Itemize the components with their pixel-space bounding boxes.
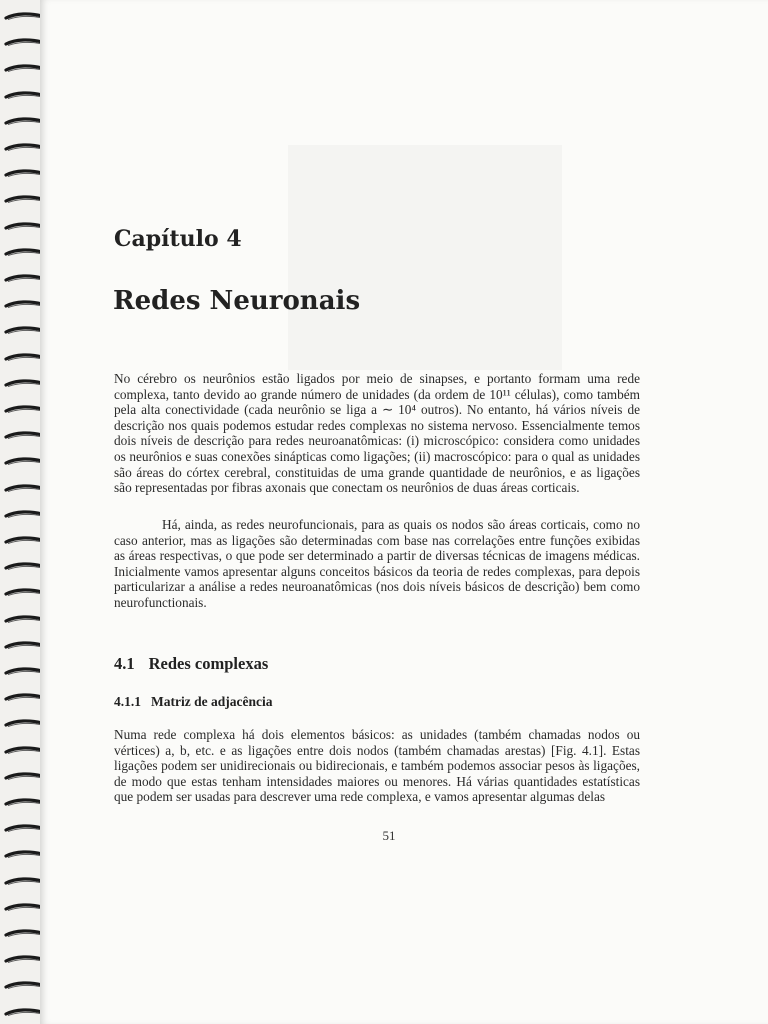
binding-coil <box>4 824 44 833</box>
binding-coil <box>4 169 44 178</box>
binding-coil <box>4 431 44 440</box>
binding-coil <box>4 929 44 938</box>
binding-coil <box>4 1008 44 1017</box>
section-heading <box>114 654 268 674</box>
binding-coil <box>4 91 44 100</box>
page-number: 51 <box>382 828 396 843</box>
binding-coil <box>4 248 44 257</box>
binding-coil <box>4 588 44 597</box>
section-title: Redes complexas <box>148 654 269 673</box>
binding-coil <box>4 195 44 204</box>
binding-coil <box>4 510 44 519</box>
binding-coil <box>4 222 44 231</box>
subsection-number: 4.1.1 <box>114 694 141 709</box>
binding-coil <box>4 484 44 493</box>
binding-coil <box>4 38 44 47</box>
binding-coil <box>4 12 44 21</box>
subsection-title: Matriz de adjacência <box>151 694 273 709</box>
binding-coil <box>4 353 44 362</box>
binding-coil <box>4 955 44 964</box>
chapter-label: Capítulo 4 <box>114 226 242 252</box>
binding-coil <box>4 772 44 781</box>
binding-coil <box>4 326 44 335</box>
paragraph-adjacency: Numa rede complexa há dois elementos básicos: as unidades (também chamadas nodos ou vértices) a, b, etc. e as ligações entre dois nodos (também chamadas arestas) [Fig. 4.1]. Estas ligações podem ser unidirecionais ou bidirecionais, e também podemos associar pesos às ligações, de modo que estas tenham intensidades maiores ou menores. Há várias quantidades estatísticas que podem ser usadas para descrever uma rede complexa, e vamos apresentar algumas delas <box>114 727 640 805</box>
binding-coil <box>4 300 44 309</box>
binding-coil <box>4 850 44 859</box>
binding-coil <box>4 746 44 755</box>
binding-coil <box>4 274 44 283</box>
binding-coil <box>4 667 44 676</box>
binding-coil <box>4 117 44 126</box>
binding-coil <box>4 981 44 990</box>
binding-coil <box>4 536 44 545</box>
bleed-through-figure <box>288 145 562 370</box>
book-page <box>40 0 768 1024</box>
chapter-title: Redes Neuronais <box>113 286 361 316</box>
binding-coil <box>4 379 44 388</box>
binding-coil <box>4 143 44 152</box>
binding-coil <box>4 903 44 912</box>
binding-coil <box>4 719 44 728</box>
binding-coil <box>4 562 44 571</box>
binding-coil <box>4 405 44 414</box>
binding-coil <box>4 693 44 702</box>
subsection-heading <box>114 694 272 710</box>
paragraph-intro: No cérebro os neurônios estão ligados por meio de sinapses, e portanto formam uma rede complexa, tanto devido ao grande número de unidades (da ordem de 10¹¹ células), como também pela alta conectividade (cada neurônio se liga a ∼ 10⁴ outros). No entanto, há vários níveis de descrição nos quais podemos estudar redes complexas no sistema nervoso. Essencialmente temos dois níveis de descrição para redes neuroanatômicas: (i) microscópico: considera como unidades os neurônios e suas conexões sinápticas como ligações; (ii) macroscópico: para o qual as unidades são áreas do córtex cerebral, constituidas de uma grande quantidade de neurônios, e as ligações são representadas por fibras axonais que conectam os neurônios de duas áreas corticais. <box>114 371 640 496</box>
binding-coil <box>4 64 44 73</box>
binding-coil <box>4 615 44 624</box>
binding-coil <box>4 641 44 650</box>
section-number: 4.1 <box>114 654 135 673</box>
paragraph-neurofunctional: Há, ainda, as redes neurofuncionais, para as quais os nodos são áreas corticais, como no caso anterior, mas as ligações são determinadas com base nas correlações entre funções exibidas as áreas respectivas, o que pode ser determinado a partir de diversas técnicas de imagens médicas. Inicialmente vamos apresentar alguns conceitos básicos da teoria de redes complexas, para depois particularizar a análise a redes neuroanatômicas (nos dois níveis básicos de descrição) bem como neurofunctionais. <box>114 517 640 610</box>
binding-coil <box>4 457 44 466</box>
binding-coil <box>4 798 44 807</box>
binding-coil <box>4 877 44 886</box>
